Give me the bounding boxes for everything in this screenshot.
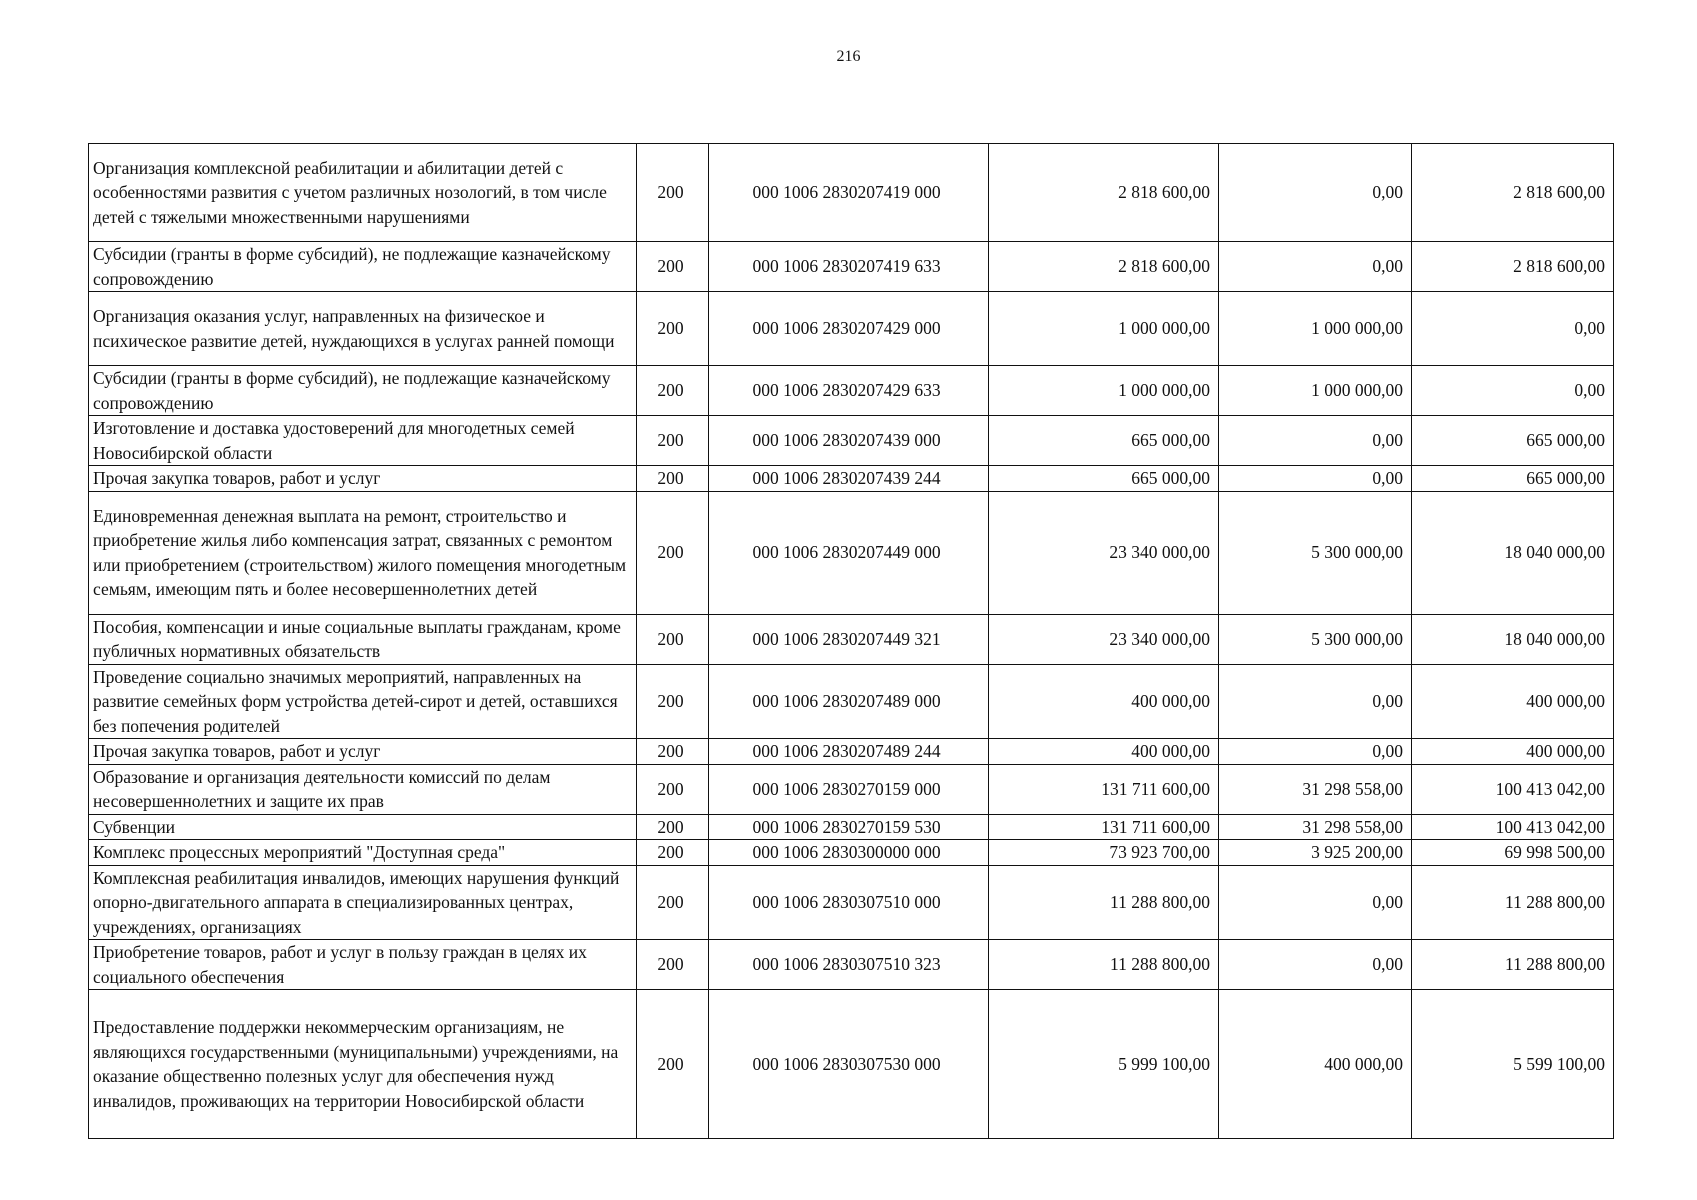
row-regional-amount: 665 000,00 bbox=[1412, 466, 1614, 492]
table-row bbox=[89, 614, 1614, 664]
row-classification-code: 000 1006 2830207419 633 bbox=[709, 242, 989, 292]
row-classification-code: 000 1006 2830207419 000 bbox=[709, 144, 989, 242]
row-regional-amount: 400 000,00 bbox=[1412, 739, 1614, 765]
row-name: Единовременная денежная выплата на ремонт, строительство и приобретение жилья либо компенсация затрат, связанных с ремонтом или приобретением (строительством) жилого помещения многодетным семьям, имеющим пять и более несовершеннолетних детей bbox=[89, 491, 637, 614]
row-total-amount: 1 000 000,00 bbox=[989, 366, 1219, 416]
row-classification-code: 000 1006 2830207439 244 bbox=[709, 466, 989, 492]
row-regional-amount: 665 000,00 bbox=[1412, 416, 1614, 466]
row-regional-amount: 18 040 000,00 bbox=[1412, 614, 1614, 664]
row-classification-code: 000 1006 2830307510 000 bbox=[709, 865, 989, 940]
row-regional-amount: 100 413 042,00 bbox=[1412, 814, 1614, 840]
row-admin-code: 200 bbox=[637, 144, 709, 242]
row-federal-amount: 0,00 bbox=[1219, 466, 1412, 492]
table-row bbox=[89, 814, 1614, 840]
row-total-amount: 131 711 600,00 bbox=[989, 814, 1219, 840]
row-classification-code: 000 1006 2830207449 321 bbox=[709, 614, 989, 664]
table-row bbox=[89, 764, 1614, 814]
row-name: Прочая закупка товаров, работ и услуг bbox=[89, 466, 637, 492]
table-row bbox=[89, 865, 1614, 940]
row-classification-code: 000 1006 2830307530 000 bbox=[709, 990, 989, 1139]
table-row bbox=[89, 739, 1614, 765]
row-federal-amount: 31 298 558,00 bbox=[1219, 764, 1412, 814]
row-federal-amount: 5 300 000,00 bbox=[1219, 614, 1412, 664]
table-row bbox=[89, 292, 1614, 366]
row-name: Субвенции bbox=[89, 814, 637, 840]
row-federal-amount: 0,00 bbox=[1219, 144, 1412, 242]
row-regional-amount: 11 288 800,00 bbox=[1412, 865, 1614, 940]
row-federal-amount: 1 000 000,00 bbox=[1219, 292, 1412, 366]
row-federal-amount: 0,00 bbox=[1219, 739, 1412, 765]
row-admin-code: 200 bbox=[637, 614, 709, 664]
row-regional-amount: 2 818 600,00 bbox=[1412, 144, 1614, 242]
row-name: Изготовление и доставка удостоверений для многодетных семей Новосибирской области bbox=[89, 416, 637, 466]
row-admin-code: 200 bbox=[637, 242, 709, 292]
row-admin-code: 200 bbox=[637, 739, 709, 765]
row-regional-amount: 5 599 100,00 bbox=[1412, 990, 1614, 1139]
row-name: Проведение социально значимых мероприятий, направленных на развитие семейных форм устройства детей-сирот и детей, оставшихся без попечения родителей bbox=[89, 664, 637, 739]
row-regional-amount: 2 818 600,00 bbox=[1412, 242, 1614, 292]
row-federal-amount: 31 298 558,00 bbox=[1219, 814, 1412, 840]
table-row bbox=[89, 491, 1614, 614]
row-total-amount: 23 340 000,00 bbox=[989, 491, 1219, 614]
row-total-amount: 73 923 700,00 bbox=[989, 840, 1219, 866]
row-total-amount: 23 340 000,00 bbox=[989, 614, 1219, 664]
row-regional-amount: 100 413 042,00 bbox=[1412, 764, 1614, 814]
row-total-amount: 665 000,00 bbox=[989, 416, 1219, 466]
row-federal-amount: 5 300 000,00 bbox=[1219, 491, 1412, 614]
row-total-amount: 5 999 100,00 bbox=[989, 990, 1219, 1139]
table-row bbox=[89, 416, 1614, 466]
row-name: Комплекс процессных мероприятий "Доступная среда" bbox=[89, 840, 637, 866]
row-total-amount: 2 818 600,00 bbox=[989, 144, 1219, 242]
row-classification-code: 000 1006 2830300000 000 bbox=[709, 840, 989, 866]
row-total-amount: 11 288 800,00 bbox=[989, 865, 1219, 940]
table-row bbox=[89, 242, 1614, 292]
row-federal-amount: 0,00 bbox=[1219, 865, 1412, 940]
row-federal-amount: 0,00 bbox=[1219, 940, 1412, 990]
row-admin-code: 200 bbox=[637, 292, 709, 366]
row-classification-code: 000 1006 2830207489 244 bbox=[709, 739, 989, 765]
row-total-amount: 11 288 800,00 bbox=[989, 940, 1219, 990]
row-classification-code: 000 1006 2830270159 530 bbox=[709, 814, 989, 840]
table-row bbox=[89, 144, 1614, 242]
row-federal-amount: 3 925 200,00 bbox=[1219, 840, 1412, 866]
row-admin-code: 200 bbox=[637, 990, 709, 1139]
table-row bbox=[89, 840, 1614, 866]
row-classification-code: 000 1006 2830207489 000 bbox=[709, 664, 989, 739]
budget-table bbox=[88, 143, 1614, 1139]
row-name: Пособия, компенсации и иные социальные выплаты гражданам, кроме публичных нормативных обязательств bbox=[89, 614, 637, 664]
row-name: Субсидии (гранты в форме субсидий), не подлежащие казначейскому сопровождению bbox=[89, 366, 637, 416]
row-classification-code: 000 1006 2830207449 000 bbox=[709, 491, 989, 614]
table-body bbox=[89, 144, 1614, 1139]
table-row bbox=[89, 990, 1614, 1139]
row-total-amount: 400 000,00 bbox=[989, 739, 1219, 765]
row-admin-code: 200 bbox=[637, 940, 709, 990]
row-federal-amount: 0,00 bbox=[1219, 242, 1412, 292]
row-total-amount: 665 000,00 bbox=[989, 466, 1219, 492]
table-row bbox=[89, 466, 1614, 492]
row-total-amount: 400 000,00 bbox=[989, 664, 1219, 739]
row-classification-code: 000 1006 2830207429 000 bbox=[709, 292, 989, 366]
row-name: Организация оказания услуг, направленных на физическое и психическое развитие детей, нуждающихся в услугах ранней помощи bbox=[89, 292, 637, 366]
row-federal-amount: 1 000 000,00 bbox=[1219, 366, 1412, 416]
row-total-amount: 131 711 600,00 bbox=[989, 764, 1219, 814]
row-regional-amount: 11 288 800,00 bbox=[1412, 940, 1614, 990]
table-row bbox=[89, 664, 1614, 739]
row-classification-code: 000 1006 2830307510 323 bbox=[709, 940, 989, 990]
row-classification-code: 000 1006 2830270159 000 bbox=[709, 764, 989, 814]
row-classification-code: 000 1006 2830207429 633 bbox=[709, 366, 989, 416]
row-total-amount: 1 000 000,00 bbox=[989, 292, 1219, 366]
row-name: Прочая закупка товаров, работ и услуг bbox=[89, 739, 637, 765]
row-name: Образование и организация деятельности комиссий по делам несовершеннолетних и защите их прав bbox=[89, 764, 637, 814]
row-regional-amount: 400 000,00 bbox=[1412, 664, 1614, 739]
row-classification-code: 000 1006 2830207439 000 bbox=[709, 416, 989, 466]
row-federal-amount: 0,00 bbox=[1219, 664, 1412, 739]
row-name: Приобретение товаров, работ и услуг в пользу граждан в целях их социального обеспечения bbox=[89, 940, 637, 990]
page-number: 216 bbox=[836, 48, 861, 65]
row-federal-amount: 0,00 bbox=[1219, 416, 1412, 466]
row-admin-code: 200 bbox=[637, 764, 709, 814]
row-name: Субсидии (гранты в форме субсидий), не подлежащие казначейскому сопровождению bbox=[89, 242, 637, 292]
table-row bbox=[89, 940, 1614, 990]
row-admin-code: 200 bbox=[637, 491, 709, 614]
row-name: Комплексная реабилитация инвалидов, имеющих нарушения функций опорно-двигательного аппарата в специализированных центрах, учреждениях, организациях bbox=[89, 865, 637, 940]
row-admin-code: 200 bbox=[637, 840, 709, 866]
row-admin-code: 200 bbox=[637, 814, 709, 840]
row-federal-amount: 400 000,00 bbox=[1219, 990, 1412, 1139]
row-name: Предоставление поддержки некоммерческим организациям, не являющихся государственными (муниципальными) учреждениями, на оказание общественно полезных услуг для обеспечения нужд инвалидов, проживающих на территории Новосибирской области bbox=[89, 990, 637, 1139]
table-row bbox=[89, 366, 1614, 416]
row-admin-code: 200 bbox=[637, 416, 709, 466]
row-regional-amount: 69 998 500,00 bbox=[1412, 840, 1614, 866]
row-name: Организация комплексной реабилитации и абилитации детей с особенностями развития с учетом различных нозологий, в том числе детей с тяжелыми множественными нарушениями bbox=[89, 144, 637, 242]
row-admin-code: 200 bbox=[637, 664, 709, 739]
row-admin-code: 200 bbox=[637, 366, 709, 416]
row-total-amount: 2 818 600,00 bbox=[989, 242, 1219, 292]
row-admin-code: 200 bbox=[637, 466, 709, 492]
row-regional-amount: 0,00 bbox=[1412, 292, 1614, 366]
row-regional-amount: 0,00 bbox=[1412, 366, 1614, 416]
row-regional-amount: 18 040 000,00 bbox=[1412, 491, 1614, 614]
row-admin-code: 200 bbox=[637, 865, 709, 940]
